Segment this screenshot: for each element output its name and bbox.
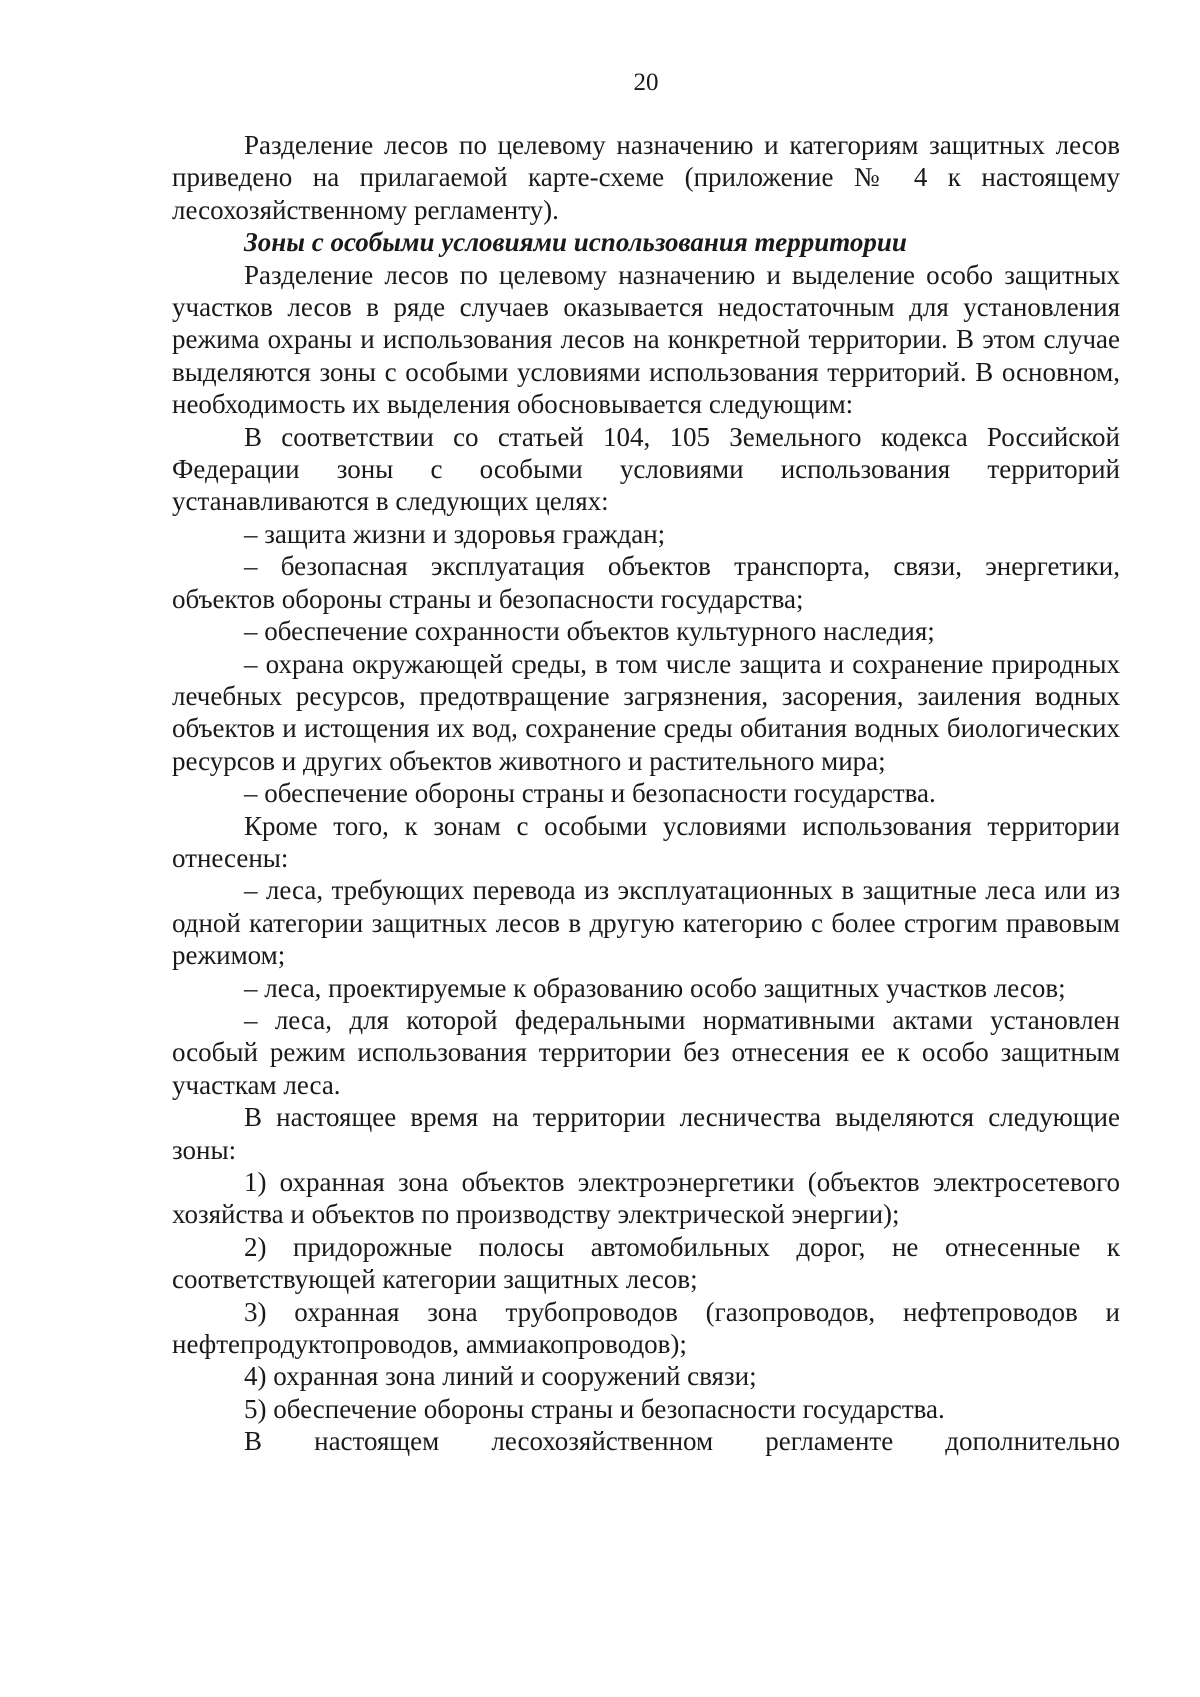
paragraph-zones-intro: Разделение лесов по целевому назначению и выделение особо защитных участков лесов в ряде случаев оказывается недостаточным для установления режима охраны и использования лесов на конкретной территории. В этом случае выделяются зоны с особыми условиями использования территорий. В основном, необходимость их выделения обосновывается следующим: [172,259,1120,420]
list-item: – обеспечение обороны страны и безопасности государства. [244,778,936,809]
page-number: 20 [633,69,659,96]
numbered-item: 5) обеспечение обороны страны и безопасности государства. [244,1393,945,1424]
list-item: – леса, для которой федеральными нормативными актами установлен особый режим использования территории без отнесения ее к особо защитным участкам леса. [172,1004,1120,1100]
list-item: – защита жизни и здоровья граждан; [244,518,666,549]
list-item: – леса, требующих перевода из эксплуатационных в защитные леса или из одной категории защитных лесов в другую категорию с более строгим правовым режимом; [172,875,1120,971]
numbered-item: 4) охранная зона линий и сооружений связи; [244,1361,757,1392]
list-item: – охрана окружающей среды, в том числе защита и сохранение природных лечебных ресурсов, предотвращение загрязнения, засорения, заиления водных объектов и истощения их вод, сохранение среды обитания водных биологических ресурсов и других объектов животного и растительного мира; [172,648,1120,776]
section-heading: Зоны с особыми условиями использования территории [244,227,907,258]
numbered-item: 2) придорожные полосы автомобильных дорог, не отнесенные к соответствующей категории защитных лесов; [172,1231,1120,1295]
list-item: – обеспечение сохранности объектов культурного наследия; [244,616,935,647]
paragraph-land-code: В соответствии со статьей 104, 105 Земельного кодекса Российской Федерации зоны с особыми условиями использования территорий устанавливаются в следующих целях: [172,421,1120,517]
numbered-item: 1) охранная зона объектов электроэнергетики (объектов электросетевого хозяйства и объектов по производству электрической энергии); [172,1167,1120,1230]
numbered-item: 3) охранная зона трубопроводов (газопроводов, нефтепроводов и нефтепродуктопроводов, аммиакопроводов); [172,1296,1120,1360]
paragraph-current-zones: В настоящее время на территории лесничества выделяются следующие зоны: [172,1102,1120,1165]
paragraph-continued: В настоящем лесохозяйственном регламенте дополнительно [244,1426,1120,1457]
list-item: – леса, проектируемые к образованию особо защитных участков лесов; [244,972,1066,1003]
paragraph-forest-division: Разделение лесов по целевому назначению и категориям защитных лесов приведено на прилагаемой карте-схеме (приложение № 4 к настоящему лесохозяйственному регламенту). [172,130,1120,225]
paragraph-additional-zones: Кроме того, к зонам с особыми условиями использования территории отнесены: [172,810,1120,873]
list-item: – безопасная эксплуатация объектов транспорта, связи, энергетики, объектов обороны страны и безопасности государства; [172,551,1120,614]
document-body [172,129,1120,1458]
